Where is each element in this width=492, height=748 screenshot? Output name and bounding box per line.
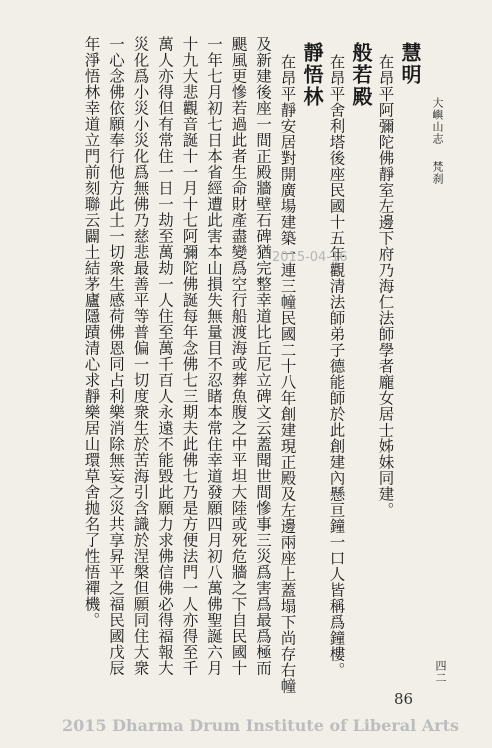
text-column: 一心念佛依願奉行他方此土一切衆生感荷佛恩同占利樂消除無妄之災共享昇平之福民國戊辰	[107, 36, 125, 676]
text-column: 年淨悟林幸道立門前刻聯云闢土結茅廬隱蹟清心求靜樂居山環草舍拋名了性悟禪機。	[82, 36, 101, 628]
section-heading: 靜悟林	[300, 42, 324, 108]
scan-date-stamp: 2015-04-16	[272, 250, 348, 265]
vertical-text-body	[79, 36, 422, 706]
text-column: 在昂平阿彌陀佛靜室左邊下府乃海仁法師學者龐女居士姊妹同建。	[376, 54, 395, 518]
section-heading: 般若殿	[349, 42, 373, 108]
text-column: 一年七月初七日本省經遭此害本山損失無量目不忍睹本常住幸道發願四月初八萬佛聖誕六月	[205, 36, 223, 676]
running-header-section: 梵刹	[431, 161, 444, 185]
text-column: 在昂平靜安居對開廣場建築一連三幢民國二十八年創建現正殿及左邊兩座上蓋塌下尚存右幢	[278, 54, 297, 694]
text-column: 災化爲小災小災化爲無佛乃慈悲最善平等普偏一切度衆生於苦海引含識於涅槃但願同住大衆	[131, 36, 150, 676]
text-column: 十九大悲觀音誕十一月十七阿彌陀佛誕每年念佛七三期夫此佛七乃是方便法門一人亦得至千	[180, 36, 199, 676]
text-column: 颶風更慘若過此者生命財產盡變爲空行船渡海或葬魚腹之中平坦大陸或死危牆之下自民國十	[229, 36, 248, 676]
scan-page-number: 86	[394, 690, 414, 708]
text-column: 萬人亦得但有常住一日一劫至萬劫一人住至萬千百人永遠不能毀此願力求佛信佛必得福報大	[156, 36, 174, 676]
institution-watermark: 2015 Dharma Drum Institute of Liberal Arts	[62, 716, 459, 735]
text-column: 及新建後座一間正殿牆壁石碑猶完整幸道比丘尼立碑文云蓋聞世間慘事三災爲害爲最爲極而	[254, 36, 272, 676]
running-header-page-number: 四二	[434, 660, 447, 684]
text-column: 在昂平舍利塔後座民國十五年觀清法師弟子德能師於此創建內懸亘鐘一口人皆稱爲鐘樓。	[327, 54, 346, 678]
section-heading: 慧明	[398, 42, 422, 86]
running-header-title: 大嶼山志	[431, 97, 444, 145]
